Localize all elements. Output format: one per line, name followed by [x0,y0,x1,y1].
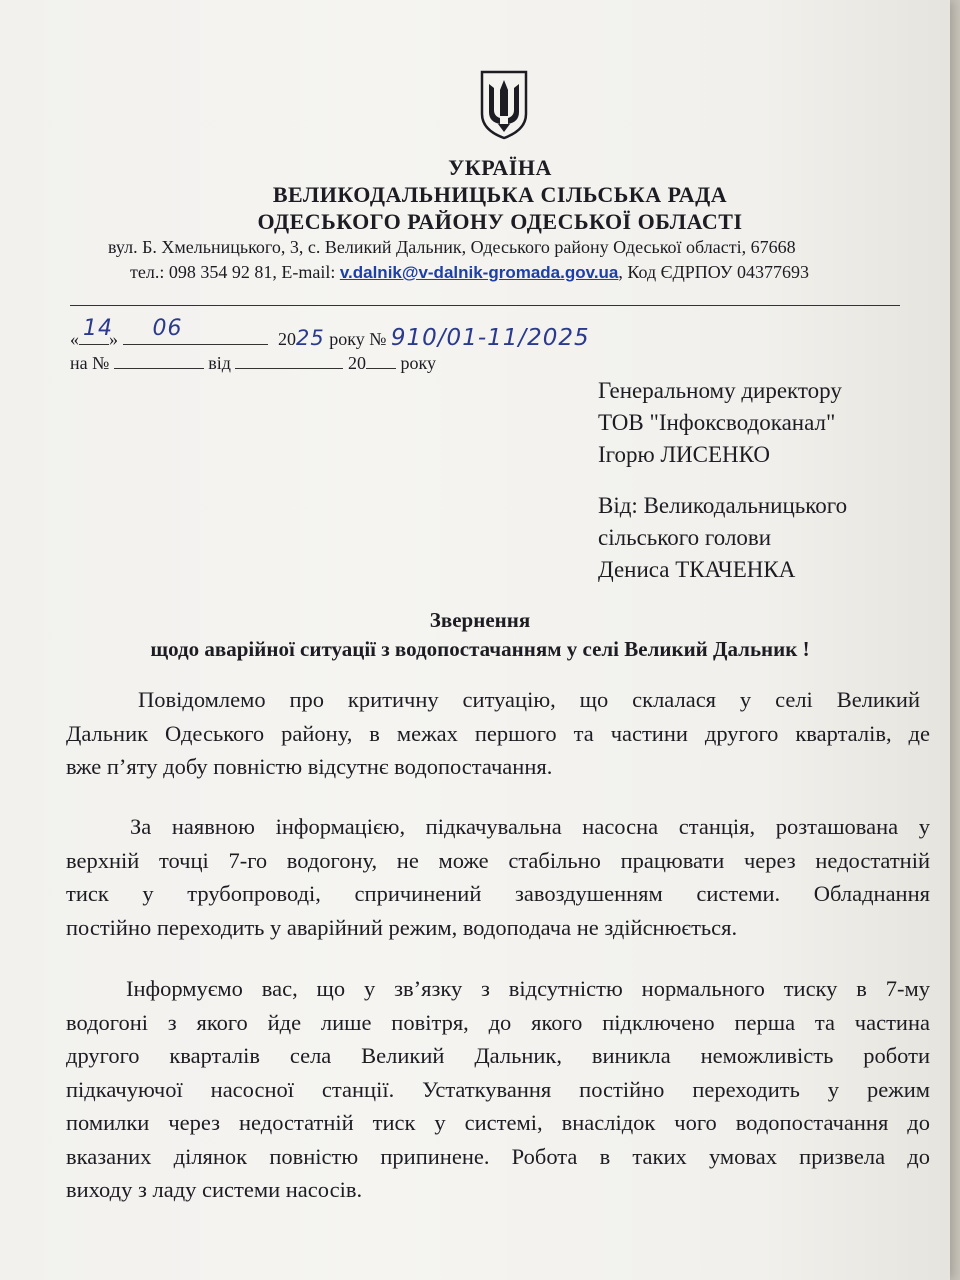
header-region: ОДЕСЬКОГО РАЙОНУ ОДЕСЬКОЇ ОБЛАСТІ [257,209,743,234]
paragraph-line: другого кварталів села Великий Дальник, виникла неможливість роботи [66,1043,930,1068]
paragraph-line: водогоні з якого йде лише повітря, до якого підключено перша та частина [66,1009,930,1035]
paragraph-line: тиск у трубопроводі, спричинений завоздушенням системи. Обладнання [66,881,930,906]
recipient-name: Ігорю ЛИСЕНКО [598,442,771,467]
day-field [79,316,113,345]
year-value: 25 [296,326,325,350]
year-prefix: 20 [278,329,296,349]
registration-line [70,316,590,351]
trident-coat-of-arms-icon [478,68,530,140]
recipient-company: ТОВ "Інфоксводоканал" [598,410,836,435]
ref-from: від [208,353,231,373]
paragraph-2 [66,810,930,944]
paragraph-line: вказаних ділянок повністю припинене. Робота в таких умовах призвела до [66,1143,930,1169]
letter-subject: щодо аварійної ситуації з водопостачанням у селі Великий Дальник ! [150,637,810,661]
paragraph-3 [66,972,930,1207]
edrpou-code: , Код ЄДРПОУ 04377693 [618,262,810,282]
sender-from: Від: Великодальницького [598,493,848,518]
ref-year-prefix: 20 [347,353,366,373]
header-council: ВЕЛИКОДАЛЬНИЦЬКА СІЛЬСЬКА РАДА [272,182,728,207]
paragraph-line: підкачуючої насосної станції. Устаткування постійно переходить у режим [66,1076,930,1102]
outgoing-number: 910/01-11/2025 [390,325,590,351]
sender-position: сільського голови [598,525,772,550]
header-country: УКРАЇНА [448,155,552,180]
paragraph-line: помилки через недостатній тиск у системі, внаслідок чого водопостачання до [66,1110,930,1135]
reference-line [70,350,436,374]
month-value: 06 [152,316,183,341]
recipient-block [598,375,842,471]
letter-title: Звернення [429,608,531,632]
quote-close: » [109,329,118,349]
ref-year-field [366,350,396,369]
sender-name: Дениса ТКАЧЕНКА [598,557,796,582]
ref-date-field [235,350,343,369]
ref-year-word: року [400,353,436,373]
header-address: вул. Б. Хмельницького, 3, с. Великий Дальник, Одеського району Одеської області, 67668 [108,237,796,257]
quote-open: « [70,329,79,349]
paragraph-line: Дальник Одеського району, в межах першого та частини другого кварталів, де [66,720,930,746]
paragraph-line: верхній точці 7-го водогону, не може стабільно працювати через недостатній [66,847,930,873]
paragraph-line: постійно переходить у аварійний режим, водоподача не здійснюється. [66,914,738,940]
ref-number-field [114,350,204,369]
header-contacts [130,262,809,283]
paragraph-line: Інформуємо вас, що у зв’язку з відсутністю нормального тиску в 7-му [126,976,930,1001]
year-word: року № [329,329,387,349]
paragraph-line: За наявною інформацією, підкачувальна насосна станція, розташована у [130,814,930,839]
ref-label: на № [70,353,110,373]
contacts-phone: тел.: 098 354 92 81, E-mail: [130,262,336,282]
paragraph-1 [66,683,930,784]
email-link[interactable]: v.dalnik@v-dalnik-gromada.gov.ua [339,263,619,282]
paragraph-line: вже п’яту добу повністю відсутнє водопостачання. [66,754,553,779]
paragraph-line: Повідомлемо про критичну ситуацію, що склалася у селі Великий [138,687,920,712]
header-divider [70,305,900,306]
sender-block [598,490,847,586]
month-field [123,316,268,345]
paragraph-line: виходу з ладу системи насосів. [66,1177,363,1202]
day-value: 14 [83,316,113,341]
recipient-position: Генеральному директору [598,378,842,403]
